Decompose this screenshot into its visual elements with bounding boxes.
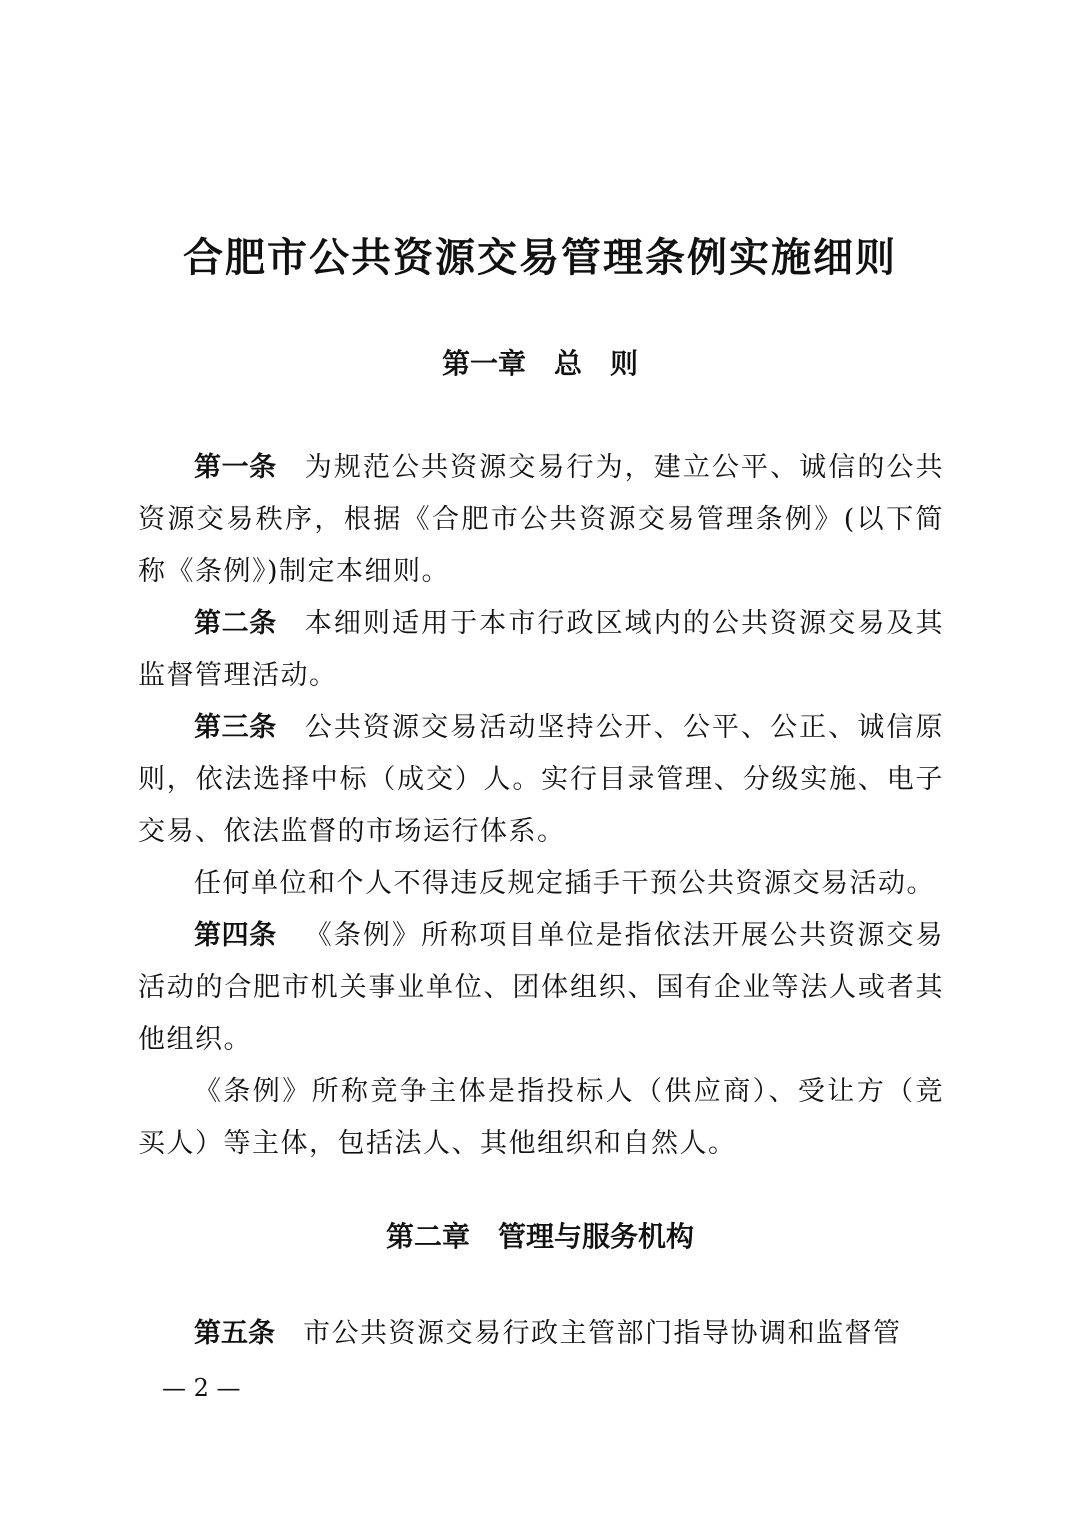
chapter-1-body: [138, 442, 944, 1170]
article-1: [138, 442, 944, 598]
article-label: 第一条: [194, 452, 277, 483]
document-title: 合肥市公共资源交易管理条例实施细则: [183, 235, 897, 281]
article-4-paragraph-2: 《条例》所称竞争主体是指投标人（供应商）、受让方（竞买人）等主体，包括法人、其他组织和自然人。: [138, 1076, 944, 1159]
article-label: 第四条: [194, 920, 277, 951]
article-text: 市公共资源交易行政主管部门指导协调和监督管: [303, 1318, 902, 1349]
article-4: [138, 910, 944, 1066]
article-label: 第二条: [194, 608, 277, 639]
page-number: — 2 —: [162, 1374, 241, 1402]
article-label: 第五条: [194, 1318, 275, 1349]
article-text: 为规范公共资源交易行为，建立公平、诚信的公共资源交易秩序，根据《合肥市公共资源交易管理条例》(以下简称《条例》)制定本细则。: [138, 452, 944, 587]
article-text: 本细则适用于本市行政区域内的公共资源交易及其监督管理活动。: [138, 608, 944, 691]
article-text: 公共资源交易活动坚持公开、公平、公正、诚信原则，依法选择中标（成交）人。实行目录管理、分级实施、电子交易、依法监督的市场运行体系。: [138, 712, 944, 847]
article-2: [138, 598, 944, 702]
chapter-2-body: [138, 1308, 944, 1360]
article-3: [138, 702, 944, 858]
article-label: 第三条: [194, 712, 277, 743]
article-3-paragraph-2: 任何单位和个人不得违反规定插手干预公共资源交易活动。: [194, 868, 935, 899]
chapter-2-heading: 第二章 管理与服务机构: [385, 1220, 694, 1253]
article-text: 《条例》所称项目单位是指依法开展公共资源交易活动的合肥市机关事业单位、团体组织、国有企业等法人或者其他组织。: [138, 920, 944, 1055]
chapter-1-heading: 第一章 总 则: [441, 347, 638, 380]
article-5: [138, 1308, 944, 1360]
